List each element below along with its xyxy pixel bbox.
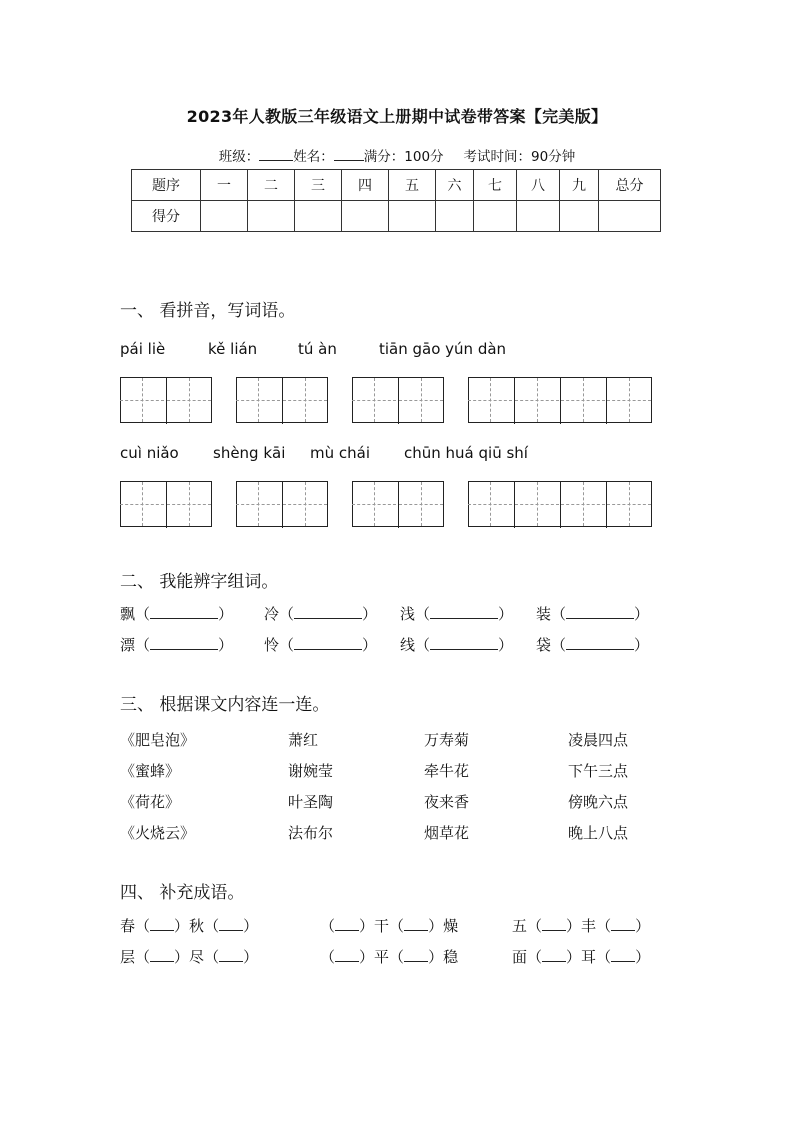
- grid-cell[interactable]: [352, 482, 398, 528]
- table-cell: 九: [560, 170, 599, 201]
- score-table-header-row: [132, 170, 661, 201]
- paren-open: （: [135, 636, 151, 654]
- paren-open: （: [135, 917, 151, 935]
- grid-guide-line: [120, 400, 164, 401]
- word-group-item: [536, 603, 649, 624]
- score-table-score-row: [132, 201, 661, 232]
- table-cell: 八: [517, 170, 560, 201]
- paren-close: ）: [566, 917, 582, 935]
- score-input-cell[interactable]: [599, 201, 661, 232]
- answer-blank[interactable]: [150, 917, 174, 931]
- match-item[interactable]: 法布尔: [288, 824, 334, 842]
- grid-guide-line: [283, 504, 327, 505]
- idiom-char: 秋: [189, 917, 205, 935]
- idiom-char: 耳: [581, 948, 597, 966]
- grid-guide-line: [515, 400, 559, 401]
- writing-grid[interactable]: [120, 481, 212, 527]
- idiom-char: 平: [374, 948, 390, 966]
- grid-guide-line: [352, 504, 396, 505]
- answer-blank[interactable]: [404, 948, 428, 962]
- idiom-char: 干: [374, 917, 390, 935]
- character: 袋: [536, 636, 552, 654]
- idiom-item: [512, 946, 650, 967]
- table-cell: 三: [295, 170, 342, 201]
- idiom-item: [320, 946, 458, 967]
- writing-grid[interactable]: [352, 481, 444, 527]
- paren-open: （: [135, 605, 151, 623]
- answer-blank[interactable]: [611, 917, 635, 931]
- table-cell: 一: [201, 170, 248, 201]
- idiom-item: [512, 915, 650, 936]
- idiom-item: [120, 946, 258, 967]
- grid-cell[interactable]: [236, 378, 282, 424]
- pinyin: cuì niǎo: [120, 444, 179, 462]
- answer-blank[interactable]: [566, 636, 634, 650]
- idiom-char: 层: [120, 948, 136, 966]
- idiom-item: [320, 915, 458, 936]
- idiom-item: [120, 915, 258, 936]
- paren-close: ）: [218, 636, 234, 654]
- paren-close: ）: [218, 605, 234, 623]
- name-label: 姓名：: [293, 149, 334, 165]
- idiom-char: 稳: [443, 948, 459, 966]
- grid-cell[interactable]: [514, 482, 560, 528]
- match-item[interactable]: 叶圣陶: [288, 793, 334, 811]
- word-group-item: [120, 634, 233, 655]
- answer-blank[interactable]: [294, 636, 362, 650]
- grid-guide-line: [607, 400, 651, 401]
- word-group-item: [120, 603, 233, 624]
- match-item[interactable]: 傍晚六点: [568, 793, 629, 811]
- answer-blank[interactable]: [219, 948, 243, 962]
- paren-close: ）: [174, 917, 190, 935]
- table-cell: 总分: [599, 170, 661, 201]
- match-item[interactable]: 萧红: [288, 731, 319, 749]
- paren-close: ）: [174, 948, 190, 966]
- grid-guide-line: [561, 504, 605, 505]
- section-1-heading: 一、 看拼音，写词语。: [120, 301, 296, 321]
- answer-blank[interactable]: [430, 636, 498, 650]
- table-cell: 二: [248, 170, 295, 201]
- paren-close: ）: [428, 948, 444, 966]
- name-blank[interactable]: [334, 148, 364, 161]
- match-item[interactable]: 《火烧云》: [120, 824, 196, 842]
- paren-close: ）: [359, 948, 375, 966]
- full-score-label: 满分：100分: [363, 149, 444, 165]
- match-item[interactable]: 晚上八点: [568, 824, 629, 842]
- score-input-cell[interactable]: [474, 201, 517, 232]
- table-cell: 七: [474, 170, 517, 201]
- writing-grid[interactable]: [352, 377, 444, 423]
- paren-close: ）: [635, 948, 651, 966]
- paren-close: ）: [634, 605, 650, 623]
- section-3-heading: 三、 根据课文内容连一连。: [120, 695, 330, 715]
- grid-cell[interactable]: [468, 482, 514, 528]
- score-input-cell[interactable]: [560, 201, 599, 232]
- writing-grid[interactable]: [236, 377, 328, 423]
- exam-info-line: [0, 145, 794, 165]
- grid-guide-line: [120, 504, 164, 505]
- paren-close: ）: [359, 917, 375, 935]
- pinyin: tiān gāo yún dàn: [379, 340, 507, 358]
- score-input-cell[interactable]: [201, 201, 248, 232]
- idiom-char: 春: [120, 917, 136, 935]
- answer-blank[interactable]: [430, 605, 498, 619]
- paren-close: ）: [428, 917, 444, 935]
- grid-cell[interactable]: [514, 378, 560, 424]
- word-group-item: [400, 603, 513, 624]
- character: 冷: [264, 605, 280, 623]
- paren-close: ）: [362, 636, 378, 654]
- paren-open: （: [551, 605, 567, 623]
- pinyin: mù chái: [310, 444, 370, 462]
- idiom-char: 燥: [443, 917, 459, 935]
- paren-open: （: [204, 917, 220, 935]
- grid-cell[interactable]: [166, 378, 212, 424]
- answer-blank[interactable]: [404, 917, 428, 931]
- idiom-char: 面: [512, 948, 528, 966]
- grid-cell[interactable]: [282, 482, 328, 528]
- score-input-cell[interactable]: [295, 201, 342, 232]
- match-item[interactable]: 《荷花》: [120, 793, 181, 811]
- table-cell: 得分: [132, 201, 201, 232]
- grid-guide-line: [515, 504, 559, 505]
- answer-blank[interactable]: [335, 917, 359, 931]
- score-input-cell[interactable]: [342, 201, 389, 232]
- score-input-cell[interactable]: [436, 201, 474, 232]
- writing-grid[interactable]: [468, 481, 652, 527]
- writing-grid[interactable]: [468, 377, 652, 423]
- answer-blank[interactable]: [542, 917, 566, 931]
- idiom-char: 丰: [581, 917, 597, 935]
- paren-open: （: [415, 636, 431, 654]
- grid-cell[interactable]: [560, 378, 606, 424]
- word-group-item: [264, 603, 377, 624]
- paren-open: （: [596, 948, 612, 966]
- word-group-item: [264, 634, 377, 655]
- score-input-cell[interactable]: [517, 201, 560, 232]
- pinyin: pái liè: [120, 340, 166, 358]
- pinyin: tú àn: [298, 340, 337, 358]
- character: 漂: [120, 636, 136, 654]
- paren-close: ）: [634, 636, 650, 654]
- table-cell: 四: [342, 170, 389, 201]
- paren-close: ）: [498, 605, 514, 623]
- grid-cell[interactable]: [398, 378, 444, 424]
- paren-close: ）: [635, 917, 651, 935]
- character: 装: [536, 605, 552, 623]
- score-table: [131, 169, 661, 232]
- writing-grid[interactable]: [120, 377, 212, 423]
- paren-close: ）: [566, 948, 582, 966]
- paren-close: ）: [362, 605, 378, 623]
- table-cell: 题序: [132, 170, 201, 201]
- paren-open: （: [279, 605, 295, 623]
- answer-blank[interactable]: [219, 917, 243, 931]
- grid-cell[interactable]: [166, 482, 212, 528]
- grid-cell[interactable]: [606, 482, 652, 528]
- grid-cell[interactable]: [468, 378, 514, 424]
- match-item[interactable]: 《肥皂泡》: [120, 731, 196, 749]
- score-input-cell[interactable]: [389, 201, 436, 232]
- answer-blank[interactable]: [335, 948, 359, 962]
- match-item[interactable]: 牵牛花: [424, 762, 470, 780]
- character: 怜: [264, 636, 280, 654]
- paren-open: （: [527, 917, 543, 935]
- grid-guide-line: [561, 400, 605, 401]
- writing-grid[interactable]: [236, 481, 328, 527]
- class-blank[interactable]: [259, 148, 293, 161]
- paren-open: （: [415, 605, 431, 623]
- answer-blank[interactable]: [150, 948, 174, 962]
- answer-blank[interactable]: [566, 605, 634, 619]
- match-item[interactable]: 万寿菊: [424, 731, 470, 749]
- paren-open: （: [389, 917, 405, 935]
- grid-cell[interactable]: [398, 482, 444, 528]
- match-item[interactable]: 谢婉莹: [288, 762, 334, 780]
- paren-open: （: [135, 948, 151, 966]
- grid-guide-line: [607, 504, 651, 505]
- grid-cell[interactable]: [120, 378, 166, 424]
- match-item[interactable]: 夜来香: [424, 793, 470, 811]
- grid-guide-line: [167, 504, 211, 505]
- paren-open: （: [320, 917, 336, 935]
- character: 浅: [400, 605, 416, 623]
- grid-guide-line: [399, 504, 443, 505]
- table-cell: 五: [389, 170, 436, 201]
- grid-guide-line: [167, 400, 211, 401]
- grid-cell[interactable]: [560, 482, 606, 528]
- paren-close: ）: [498, 636, 514, 654]
- grid-guide-line: [352, 400, 396, 401]
- grid-guide-line: [399, 400, 443, 401]
- grid-cell[interactable]: [120, 482, 166, 528]
- grid-cell[interactable]: [606, 378, 652, 424]
- paren-open: （: [204, 948, 220, 966]
- score-input-cell[interactable]: [248, 201, 295, 232]
- section-4-heading: 四、 补充成语。: [120, 883, 245, 903]
- match-item[interactable]: 烟草花: [424, 824, 470, 842]
- table-cell: 六: [436, 170, 474, 201]
- exam-time-label: 考试时间：90分钟: [463, 149, 576, 165]
- match-item[interactable]: 《蜜蜂》: [120, 762, 181, 780]
- section-2-heading: 二、 我能辨字组词。: [120, 572, 279, 592]
- answer-blank[interactable]: [294, 605, 362, 619]
- pinyin: shèng kāi: [213, 444, 286, 462]
- idiom-char: 五: [512, 917, 528, 935]
- paren-open: （: [551, 636, 567, 654]
- match-item[interactable]: 凌晨四点: [568, 731, 629, 749]
- word-group-item: [400, 634, 513, 655]
- grid-guide-line: [283, 400, 327, 401]
- answer-blank[interactable]: [542, 948, 566, 962]
- answer-blank[interactable]: [611, 948, 635, 962]
- paren-open: （: [320, 948, 336, 966]
- grid-cell[interactable]: [282, 378, 328, 424]
- answer-blank[interactable]: [150, 636, 218, 650]
- grid-cell[interactable]: [236, 482, 282, 528]
- paren-open: （: [527, 948, 543, 966]
- character: 飘: [120, 605, 136, 623]
- page-title: 2023年人教版三年级语文上册期中试卷带答案【完美版】: [186, 107, 608, 126]
- character: 线: [400, 636, 416, 654]
- paren-open: （: [596, 917, 612, 935]
- word-group-item: [536, 634, 649, 655]
- grid-guide-line: [236, 504, 280, 505]
- pinyin: chūn huá qiū shí: [404, 444, 528, 462]
- grid-guide-line: [468, 400, 512, 401]
- class-label: 班级：: [218, 149, 260, 165]
- idiom-char: 尽: [189, 948, 205, 966]
- pinyin: kě lián: [208, 340, 258, 358]
- grid-guide-line: [468, 504, 512, 505]
- answer-blank[interactable]: [150, 605, 218, 619]
- grid-cell[interactable]: [352, 378, 398, 424]
- paren-close: ）: [243, 917, 259, 935]
- paren-open: （: [279, 636, 295, 654]
- match-item[interactable]: 下午三点: [568, 762, 629, 780]
- paren-open: （: [389, 948, 405, 966]
- grid-guide-line: [236, 400, 280, 401]
- paren-close: ）: [243, 948, 259, 966]
